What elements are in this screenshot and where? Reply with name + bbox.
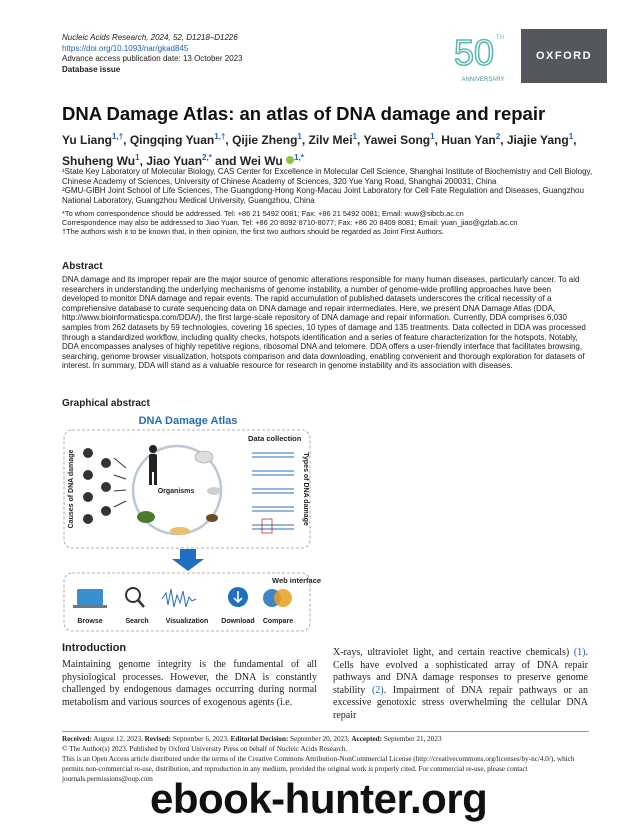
author-sup: 1 bbox=[568, 132, 574, 141]
journal-header bbox=[62, 33, 243, 75]
human-icon bbox=[149, 445, 157, 485]
ga-data-collection-label: Data collection bbox=[248, 434, 302, 443]
author-list: Yu Liang$^{1,\dagger}$, Qingqing Yuan$^{1,\dagger}$, Qijie Zheng$^1$, Zilv Mei$^1$, Yawei Song$^1$, Huan Yan$^2$, Jiajie Yang$^1$, Shuheng Wu$^1$, Jiao Yuan$^{2,*}$ and Wei Wu $^{1,*}$ bbox=[62, 132, 577, 168]
ga-causes-label: Causes of DNA damage bbox=[68, 449, 75, 529]
dna-strands bbox=[252, 453, 294, 529]
editorial-label: Editorial Decision: bbox=[230, 735, 289, 743]
abstract-text: DNA damage and its improper repair are the major source of genomic alterations responsible for many human diseases, particularly cancer. To aid researchers in understanding the underlying mechanisms of genome instability, a number of genome-wide profiling approaches have been developed to monitor DNA damage and repair events. The rapid accumulation of published datasets underscores the critical necessity of a comprehensive database to curate sequencing data on DNA damage and repair intermediates. Here, we present DNA Damage Atlas (DDA, http://www.bioinformaticspa.com/DDA/), the first large-scale repository of DNA damage and repair information. Currently, DDA comprises 6,030 samples from 262 datasets by 59 technologies, covering 16 species, 10 types of damage and 135 treatments. Data collected in DDA was processed through a standardized workflow, including quality checks, hotspots identification and a series of feature characterization for the hotspots. Notably, DDA encompasses analyses of highly repetitive regions, ribosomal DNA and telomere. DDA offers a user-friendly interface that facilitates browsing, searching, genome browser visualization, hotspots comparison and data downloading, enabling convenient and thorough exploration for datasets of interest. In summary, DDA will stand as a valuable resource for research in genome instability and its association with diseases. bbox=[62, 275, 586, 371]
author[interactable]: Yu Liang bbox=[62, 133, 113, 147]
plant-icon bbox=[137, 511, 155, 523]
citation-link[interactable]: (1) bbox=[573, 647, 586, 658]
mouse-icon bbox=[195, 451, 213, 463]
author-sup: 2,* bbox=[202, 153, 212, 162]
metabolism-icon bbox=[101, 482, 111, 492]
oxford-logo[interactable]: OXFORD bbox=[521, 29, 607, 83]
ga-web-interface-label: Web interface bbox=[272, 576, 322, 585]
tool-visualization: Visualization bbox=[165, 618, 209, 625]
affiliation-1: ¹State Key Laboratory of Molecular Biology, CAS Center for Excellence in Molecular Cell Science, Shanghai Institute of Biochemistry and Cell Biology, Chinese Academy of Sciences, University of Chinese Academy of Sciences, 320 Yue Yang Road, Shanghai 200031, China bbox=[62, 167, 593, 186]
intro-left-column: Maintaining genome integrity is the fundamental of all physiological processes. However, the DNA is constantly challenged by endogenous damages occurring during normal metabolism and various sources of exogenous agents (i.e. bbox=[62, 659, 317, 708]
intro-text: . Impairment of DNA repair pathways or an excessive genotoxic stress overwhelming the cellular DNA repair bbox=[333, 684, 588, 721]
author[interactable]: Jiao Yuan bbox=[146, 154, 203, 168]
revised-date: September 6, 2023. bbox=[172, 735, 229, 743]
watermark: ebook-hunter.org bbox=[150, 775, 488, 822]
footer-divider bbox=[62, 731, 589, 732]
cause-arrows bbox=[114, 458, 126, 507]
article-title: DNA Damage Atlas: an atlas of DNA damage and repair bbox=[62, 103, 546, 124]
damage-marker bbox=[262, 519, 272, 533]
drug-icon bbox=[83, 514, 93, 524]
anniversary-logo bbox=[450, 27, 516, 85]
graphical-abstract-figure bbox=[62, 413, 322, 633]
author[interactable]: Shuheng Wu bbox=[62, 154, 136, 168]
radiation-icon bbox=[83, 492, 93, 502]
author-sup: 1 bbox=[430, 132, 435, 141]
affiliation-2: ²GMU-GIBH Joint School of Life Sciences, The Guangdong-Hong Kong-Macau Joint Laboratory for Cell Fate Regulation and Diseases, Guangzhou National Laboratory, Guangzhou Medical University, Guangzhou, China bbox=[62, 186, 584, 206]
author-sup: 1,† bbox=[214, 132, 226, 141]
magnifier-icon bbox=[126, 588, 140, 602]
chemical-icon bbox=[83, 470, 93, 480]
author-sup: 1,† bbox=[112, 132, 124, 141]
author[interactable]: Zilv Mei bbox=[308, 133, 353, 147]
cause-icons bbox=[83, 448, 111, 524]
ga-types-label: Types of DNA damage bbox=[302, 452, 309, 526]
accepted-label: Accepted: bbox=[351, 735, 383, 743]
revised-label: Revised: bbox=[144, 735, 172, 743]
tool-search: Search bbox=[125, 618, 149, 625]
accepted-date: September 21, 2023 bbox=[383, 735, 442, 743]
graphical-abstract-heading: Graphical abstract bbox=[62, 398, 150, 409]
tool-compare: Compare bbox=[262, 618, 294, 625]
author-sup: 1 bbox=[352, 132, 357, 141]
worm-icon bbox=[207, 487, 221, 495]
intro-text: X-rays, ultraviolet light, and certain reactive chemicals) bbox=[333, 647, 574, 658]
fly-icon bbox=[206, 514, 218, 522]
author[interactable]: Jiajie Yang bbox=[506, 133, 569, 147]
citation-link[interactable]: (2) bbox=[371, 684, 384, 696]
doi-link[interactable]: https://doi.org/10.1093/nar/gkad845 bbox=[62, 43, 189, 53]
oxidative-icon bbox=[101, 458, 111, 468]
introduction-heading: Introduction bbox=[62, 642, 127, 654]
journal-line: Nucleic Acids Research, 2024, 52, D1218–D1226 bbox=[62, 33, 238, 42]
abstract-heading: Abstract bbox=[62, 261, 103, 272]
author-sup: 2 bbox=[495, 132, 501, 141]
laptop-icon bbox=[77, 589, 103, 605]
editorial-date: September 20, 2023. bbox=[290, 735, 350, 743]
dates-line bbox=[62, 734, 589, 744]
author[interactable]: Qijie Zheng bbox=[232, 133, 298, 147]
ga-title: DNA Damage Atlas bbox=[138, 415, 238, 427]
affiliations bbox=[62, 167, 602, 206]
author-sup: 1 bbox=[135, 153, 140, 162]
received-label: Received: bbox=[62, 735, 92, 743]
license: This is an Open Access article distributed under the terms of the Creative Commons Attribution-NonCommercial License (http://creativecommons.org/licenses/by-nc/4.0/), which permits non-commercial re-use, distribution, and reproduction in any medium, provided the original work is properly cited. For commercial re-use, please contact journals.permissions@oup.com bbox=[62, 755, 575, 783]
intro-right-column bbox=[333, 647, 588, 723]
correspondence-1: *To whom correspondence should be addressed. Tel: +86 21 5492 0081; Fax: +86 21 5492 0081; Email: wuw@sibcb.ac.cn bbox=[62, 209, 464, 218]
yeast-icon bbox=[170, 527, 190, 535]
uv-icon bbox=[83, 448, 93, 458]
copyright: © The Author(s) 2023. Published by Oxford University Press on behalf of Nucleic Acids Research. bbox=[62, 745, 348, 753]
issue-label: Database issue bbox=[62, 64, 121, 74]
anniversary-sup: TH bbox=[496, 35, 504, 41]
visualization-icon bbox=[162, 589, 196, 607]
ga-organisms-label: Organisms bbox=[157, 488, 195, 495]
anniversary-text: ANNIVERSARY bbox=[461, 77, 505, 83]
joint-first-note: †The authors wish it to be known that, in their opinion, the first two authors should be regarded as Joint First Authors. bbox=[62, 227, 445, 236]
correspondence bbox=[62, 209, 602, 236]
orcid-icon[interactable] bbox=[286, 156, 294, 164]
intro-text: . Cells have evolved a sophisticated array of DNA repair pathways and DNA damage responses to preserve genome stability bbox=[333, 647, 588, 696]
author[interactable]: Yawei Song bbox=[363, 133, 431, 147]
author[interactable]: Wei Wu bbox=[239, 154, 283, 168]
down-arrow-icon bbox=[172, 549, 204, 571]
tool-browse: Browse bbox=[77, 618, 103, 625]
author[interactable]: Qingqing Yuan bbox=[129, 133, 215, 147]
virus-icon bbox=[101, 506, 111, 516]
correspondence-2: Correspondence may also be addressed to Jiao Yuan. Tel: +86 20 8092 8710-8077; Fax: +86 20 8409 8081; Email: yuan_jiao@gzlab.ac.cn bbox=[62, 218, 518, 227]
author[interactable]: Huan Yan bbox=[441, 133, 496, 147]
received-date: August 12, 2023. bbox=[93, 735, 143, 743]
tool-download: Download bbox=[221, 618, 255, 625]
anniversary-number: 50 bbox=[454, 32, 495, 73]
advance-access-date: Advance access publication date: 13 October 2023 bbox=[62, 54, 243, 63]
author-sup: 1 bbox=[297, 132, 302, 141]
author-sup: 1,* bbox=[294, 153, 304, 162]
